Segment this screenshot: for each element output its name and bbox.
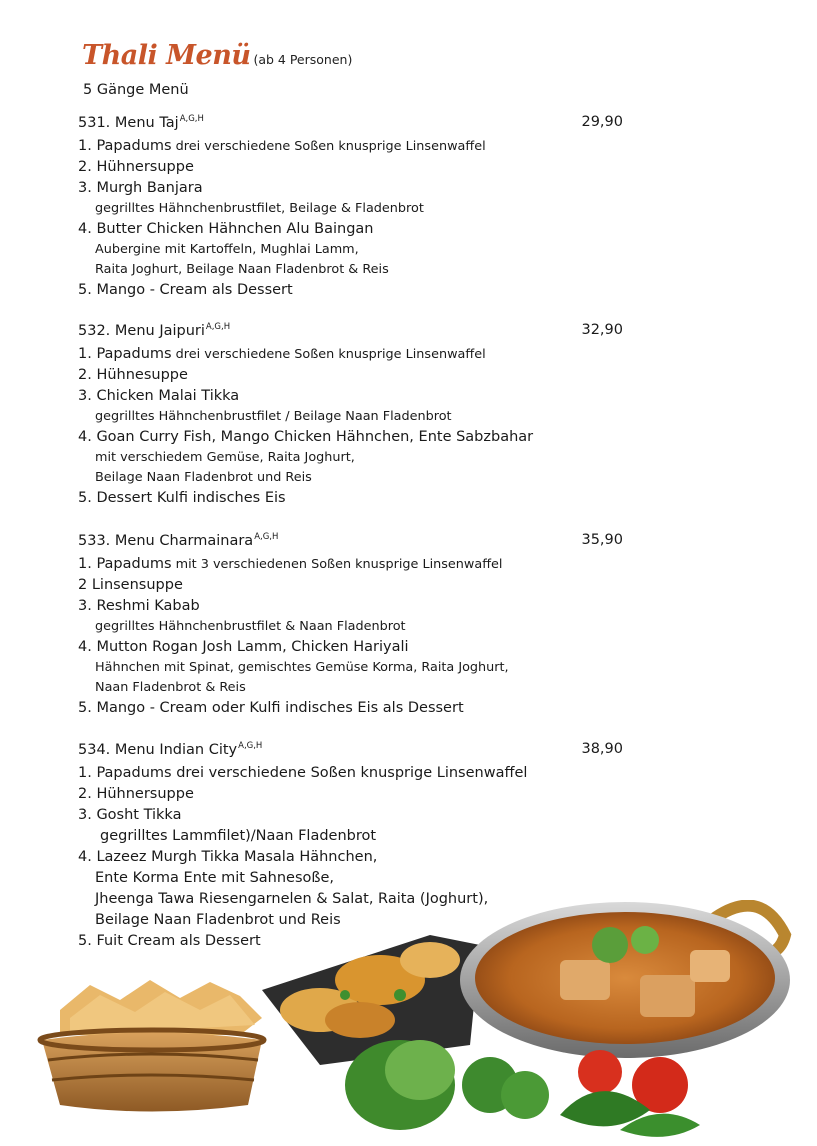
menu-price: 32,90 [581,322,623,338]
course-4-detail: mit verschiedem Gemüse, Raita Joghurt, [95,450,355,465]
course-3-detail: gegrilltes Hähnchenbrustfilet / Beilage Naan Fladenbrot [95,409,452,424]
menu-header [78,532,623,554]
menu-name: 534. Menu Indian City [78,742,238,758]
course-1: 1. Papadums drei verschiedene Soßen knusprige Linsenwaffel [78,138,486,154]
allergen-codes: A,G,H [179,114,204,124]
course-2: 2. Hühnesuppe [78,367,188,383]
course-3: 3. Chicken Malai Tikka [78,388,240,404]
menu-header [78,114,623,136]
course-4: 4. Goan Curry Fish, Mango Chicken Hähnchen, Ente Sabzbahar [78,429,534,445]
allergen-codes: A,G,H [205,322,231,332]
menu-name: 531. Menu Taj [78,115,179,131]
menu-name: 533. Menu Charmainara [78,533,254,549]
allergen-codes: A,G,H [238,741,263,751]
course-3: 3. Reshmi Kabab [78,598,200,614]
food-illustration [0,900,817,1146]
menu-name: 532. Menu Jaipuri [78,323,205,339]
curry-pot-image [460,902,790,1058]
menu-item-531 [78,114,623,301]
course-4-detail: Ente Korma Ente mit Sahnesoße, [95,870,335,886]
course-4: 4. Butter Chicken Hähnchen Alu Baingan [78,221,374,237]
course-5: 5. Fuit Cream als Dessert [78,933,261,949]
menu-item-532 [78,322,623,509]
course-4-detail: Raita Joghurt, Beilage Naan Fladenbrot & Reis [95,262,389,277]
course-5: 5. Mango - Cream oder Kulfi indisches Eis als Dessert [78,700,464,716]
course-1: 1. Papadums drei verschiedene Soßen knusprige Linsenwaffel [78,765,528,781]
menu-title-note: (ab 4 Personen) [253,52,353,67]
course-4-detail: Beilage Naan Fladenbrot und Reis [95,470,312,485]
menu-header [78,741,623,763]
course-3-detail: gegrilltes Hähnchenbrustfilet, Beilage & Fladenbrot [95,201,424,216]
papadum-basket-image [40,980,264,1112]
course-2: 2. Hühnersuppe [78,786,194,802]
menu-price: 38,90 [581,741,623,757]
course-4-detail: Aubergine mit Kartoffeln, Mughlai Lamm, [95,242,359,257]
course-1: 1. Papadums drei verschiedene Soßen knusprige Linsenwaffel [78,346,486,362]
potato-bowl-image [262,935,480,1065]
course-3-detail: gegrilltes Lammfilet)/Naan Fladenbrot [100,828,377,844]
menu-subtitle: 5 Gänge Menü [83,82,189,98]
menu-price: 29,90 [581,114,623,130]
course-4-detail: Naan Fladenbrot & Reis [95,680,246,695]
allergen-codes: A,G,H [254,532,279,542]
course-5: 5. Dessert Kulfi indisches Eis [78,490,286,506]
menu-title-row [82,40,352,71]
menu-price: 35,90 [581,532,623,548]
course-4-detail: Beilage Naan Fladenbrot und Reis [95,912,341,928]
menu-item-533 [78,532,623,719]
course-4: 4. Mutton Rogan Josh Lamm, Chicken Hariyali [78,639,409,655]
course-1: 1. Papadums mit 3 verschiedenen Soßen knusprige Linsenwaffel [78,556,503,572]
course-2: 2 Linsensuppe [78,577,183,593]
course-2: 2. Hühnersuppe [78,159,194,175]
course-4-detail: Hähnchen mit Spinat, gemischtes Gemüse Korma, Raita Joghurt, [95,660,509,675]
menu-header [78,322,623,344]
course-4-detail: Jheenga Tawa Riesengarnelen & Salat, Raita (Joghurt), [95,891,489,907]
course-5: 5. Mango - Cream als Dessert [78,282,293,298]
course-3: 3. Gosht Tikka [78,807,182,823]
menu-title: Thali Menü [82,40,251,71]
course-3-detail: gegrilltes Hähnchenbrustfilet & Naan Fladenbrot [95,619,406,634]
course-3: 3. Murgh Banjara [78,180,203,196]
course-4: 4. Lazeez Murgh Tikka Masala Hähnchen, [78,849,378,865]
